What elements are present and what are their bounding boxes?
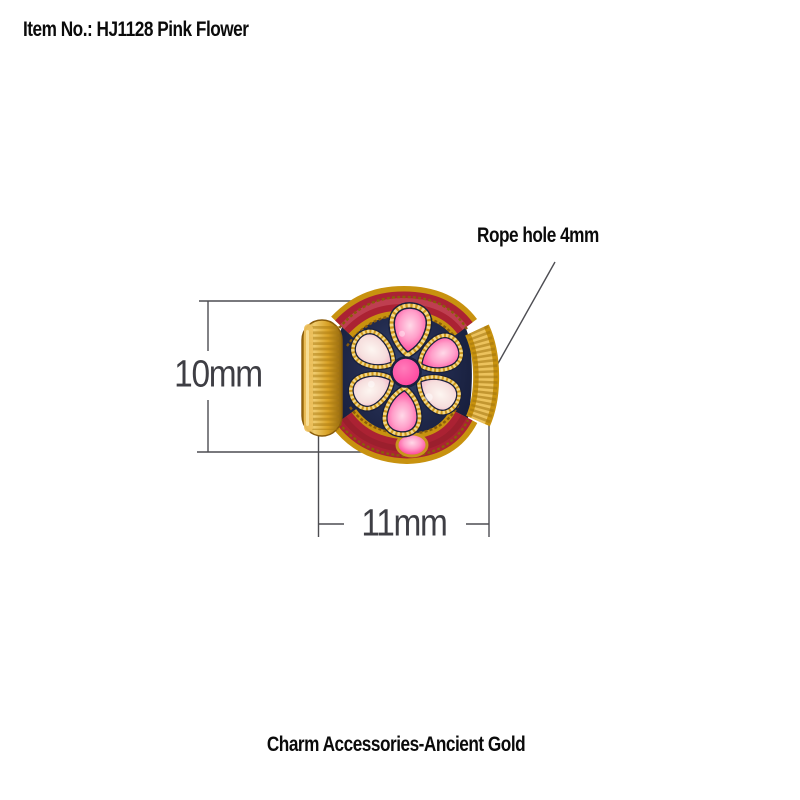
flower-center — [391, 357, 421, 387]
bead-hole-gold-rings — [302, 320, 342, 436]
rope-hole-leader-line — [496, 262, 555, 367]
footer-caption: Charm Accessories-Ancient Gold — [266, 733, 526, 756]
height-dimension-value: 10mm — [174, 353, 262, 396]
bead-illustration — [302, 295, 486, 456]
width-dimension-value: 11mm — [361, 502, 447, 545]
item-number-label: Item No.: HJ1128 Pink Flower — [23, 18, 249, 41]
bead-right-gold-band — [477, 330, 486, 421]
rope-hole-label: Rope hole 4mm — [477, 224, 599, 247]
